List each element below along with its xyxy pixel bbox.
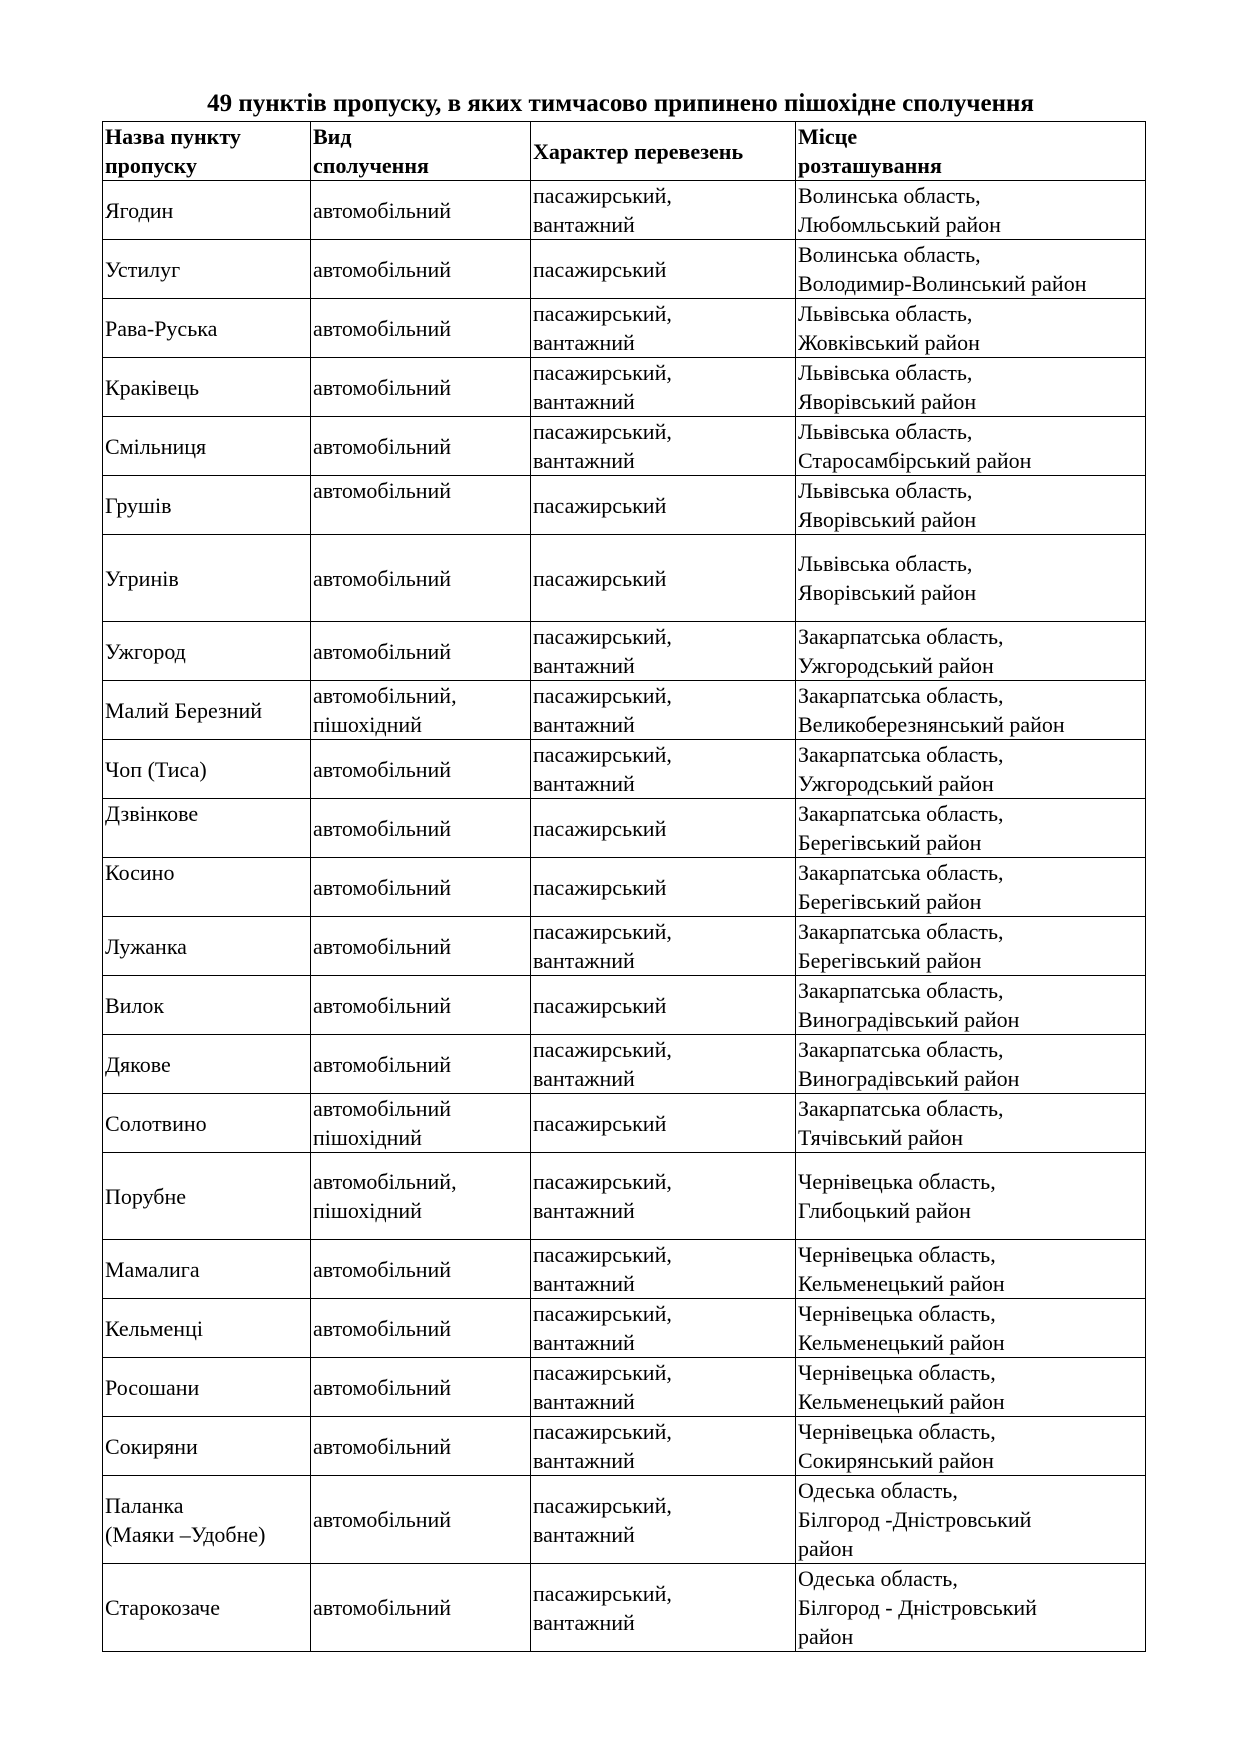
cell-kind: автомобільний bbox=[311, 858, 531, 917]
cell-nature: пасажирський bbox=[531, 976, 796, 1035]
cell-location: Закарпатська область, Виноградівський район bbox=[796, 1035, 1146, 1094]
table-row bbox=[103, 858, 1146, 917]
cell-location: Волинська область, Володимир-Волинський район bbox=[796, 240, 1146, 299]
cell-kind: автомобільний bbox=[311, 358, 531, 417]
table-row bbox=[103, 917, 1146, 976]
cell-name: Ужгород bbox=[103, 622, 311, 681]
cell-location: Закарпатська область, Великоберезнянський район bbox=[796, 681, 1146, 740]
cell-name: Рава-Руська bbox=[103, 299, 311, 358]
cell-nature: пасажирський bbox=[531, 1094, 796, 1153]
cell-location: Львівська область, Старосамбірський район bbox=[796, 417, 1146, 476]
cell-name: Дзвінкове bbox=[103, 799, 311, 858]
table-row bbox=[103, 1153, 1146, 1240]
cell-location: Львівська область, Яворівський район bbox=[796, 358, 1146, 417]
cell-nature: пасажирський, вантажний bbox=[531, 1035, 796, 1094]
table-row bbox=[103, 1417, 1146, 1476]
cell-kind: автомобільний bbox=[311, 240, 531, 299]
cell-name: Краківець bbox=[103, 358, 311, 417]
cell-location: Одеська область, Білгород -Дністровський район bbox=[796, 1476, 1146, 1564]
header-location: Місце розташування bbox=[796, 122, 1146, 181]
cell-kind: автомобільний, пішохідний bbox=[311, 1153, 531, 1240]
cell-kind: автомобільний bbox=[311, 622, 531, 681]
cell-location: Одеська область, Білгород - Дністровський район bbox=[796, 1564, 1146, 1652]
cell-name: Смільниця bbox=[103, 417, 311, 476]
cell-name: Чоп (Тиса) bbox=[103, 740, 311, 799]
cell-location: Закарпатська область, Берегівський район bbox=[796, 917, 1146, 976]
cell-name: Кельменці bbox=[103, 1299, 311, 1358]
cell-kind: автомобільний bbox=[311, 476, 531, 535]
cell-kind: автомобільний bbox=[311, 1564, 531, 1652]
table-row bbox=[103, 740, 1146, 799]
cell-nature: пасажирський bbox=[531, 858, 796, 917]
cell-nature: пасажирський bbox=[531, 535, 796, 622]
cell-name: Лужанка bbox=[103, 917, 311, 976]
page-title: 49 пунктів пропуску, в яких тимчасово припинено пішохідне сполучення bbox=[207, 90, 1034, 117]
cell-nature: пасажирський, вантажний bbox=[531, 1240, 796, 1299]
table-row bbox=[103, 799, 1146, 858]
cell-nature: пасажирський, вантажний bbox=[531, 1358, 796, 1417]
cell-name: Вилок bbox=[103, 976, 311, 1035]
cell-kind: автомобільний bbox=[311, 535, 531, 622]
cell-kind: автомобільний bbox=[311, 1476, 531, 1564]
cell-location: Чернівецька область, Сокирянський район bbox=[796, 1417, 1146, 1476]
cell-name: Устилуг bbox=[103, 240, 311, 299]
table-row bbox=[103, 181, 1146, 240]
header-kind: Вид сполучення bbox=[311, 122, 531, 181]
cell-kind: автомобільний bbox=[311, 1035, 531, 1094]
cell-nature: пасажирський, вантажний bbox=[531, 1153, 796, 1240]
cell-kind: автомобільний bbox=[311, 1358, 531, 1417]
cell-name: Косино bbox=[103, 858, 311, 917]
table-row bbox=[103, 299, 1146, 358]
table-header-row bbox=[103, 122, 1146, 181]
table-row bbox=[103, 622, 1146, 681]
cell-location: Чернівецька область, Глибоцький район bbox=[796, 1153, 1146, 1240]
checkpoints-table bbox=[102, 121, 1146, 1652]
cell-nature: пасажирський, вантажний bbox=[531, 681, 796, 740]
cell-kind: автомобільний, пішохідний bbox=[311, 681, 531, 740]
header-name: Назва пункту пропуску bbox=[103, 122, 311, 181]
cell-name: Ягодин bbox=[103, 181, 311, 240]
cell-name: Грушів bbox=[103, 476, 311, 535]
cell-kind: автомобільний bbox=[311, 1240, 531, 1299]
cell-kind: автомобільний bbox=[311, 1299, 531, 1358]
cell-nature: пасажирський, вантажний bbox=[531, 1299, 796, 1358]
cell-name: Малий Березний bbox=[103, 681, 311, 740]
cell-nature: пасажирський, вантажний bbox=[531, 1417, 796, 1476]
cell-nature: пасажирський, вантажний bbox=[531, 917, 796, 976]
cell-nature: пасажирський, вантажний bbox=[531, 358, 796, 417]
table-row bbox=[103, 476, 1146, 535]
cell-name: Солотвино bbox=[103, 1094, 311, 1153]
cell-location: Закарпатська область, Ужгородський район bbox=[796, 740, 1146, 799]
cell-name: Паланка (Маяки –Удобне) bbox=[103, 1476, 311, 1564]
cell-name: Росошани bbox=[103, 1358, 311, 1417]
cell-name: Дякове bbox=[103, 1035, 311, 1094]
cell-location: Львівська область, Яворівський район bbox=[796, 476, 1146, 535]
cell-nature: пасажирський bbox=[531, 799, 796, 858]
cell-location: Закарпатська область, Берегівський район bbox=[796, 858, 1146, 917]
cell-nature: пасажирський, вантажний bbox=[531, 299, 796, 358]
cell-nature: пасажирський, вантажний bbox=[531, 622, 796, 681]
cell-kind: автомобільний bbox=[311, 976, 531, 1035]
cell-nature: пасажирський bbox=[531, 476, 796, 535]
cell-name: Угринів bbox=[103, 535, 311, 622]
table-row bbox=[103, 240, 1146, 299]
header-nature: Характер перевезень bbox=[531, 122, 796, 181]
cell-kind: автомобільний bbox=[311, 417, 531, 476]
cell-kind: автомобільний bbox=[311, 181, 531, 240]
cell-location: Чернівецька область, Кельменецький район bbox=[796, 1240, 1146, 1299]
cell-location: Волинська область, Любомльський район bbox=[796, 181, 1146, 240]
cell-name: Старокозаче bbox=[103, 1564, 311, 1652]
cell-nature: пасажирський, вантажний bbox=[531, 1476, 796, 1564]
table-row bbox=[103, 535, 1146, 622]
table-row bbox=[103, 976, 1146, 1035]
table-row bbox=[103, 681, 1146, 740]
cell-location: Львівська область, Яворівський район bbox=[796, 535, 1146, 622]
table-row bbox=[103, 1358, 1146, 1417]
table-body bbox=[103, 181, 1146, 1652]
cell-nature: пасажирський, вантажний bbox=[531, 417, 796, 476]
cell-kind: автомобільний bbox=[311, 740, 531, 799]
table-row bbox=[103, 1564, 1146, 1652]
table-row bbox=[103, 358, 1146, 417]
cell-location: Закарпатська область, Тячівський район bbox=[796, 1094, 1146, 1153]
table-row bbox=[103, 1094, 1146, 1153]
cell-location: Закарпатська область, Ужгородський район bbox=[796, 622, 1146, 681]
cell-name: Порубне bbox=[103, 1153, 311, 1240]
cell-nature: пасажирський, вантажний bbox=[531, 1564, 796, 1652]
cell-nature: пасажирський, вантажний bbox=[531, 181, 796, 240]
cell-kind: автомобільний bbox=[311, 1417, 531, 1476]
cell-kind: автомобільний пішохідний bbox=[311, 1094, 531, 1153]
table-row bbox=[103, 1299, 1146, 1358]
table-row bbox=[103, 1476, 1146, 1564]
cell-kind: автомобільний bbox=[311, 917, 531, 976]
cell-location: Львівська область, Жовківський район bbox=[796, 299, 1146, 358]
cell-kind: автомобільний bbox=[311, 299, 531, 358]
cell-kind: автомобільний bbox=[311, 799, 531, 858]
table-row bbox=[103, 417, 1146, 476]
cell-location: Закарпатська область, Берегівський район bbox=[796, 799, 1146, 858]
cell-location: Закарпатська область, Виноградівський район bbox=[796, 976, 1146, 1035]
cell-location: Чернівецька область, Кельменецький район bbox=[796, 1299, 1146, 1358]
cell-nature: пасажирський bbox=[531, 240, 796, 299]
cell-nature: пасажирський, вантажний bbox=[531, 740, 796, 799]
table-row bbox=[103, 1035, 1146, 1094]
cell-name: Сокиряни bbox=[103, 1417, 311, 1476]
cell-name: Мамалига bbox=[103, 1240, 311, 1299]
cell-location: Чернівецька область, Кельменецький район bbox=[796, 1358, 1146, 1417]
table-row bbox=[103, 1240, 1146, 1299]
